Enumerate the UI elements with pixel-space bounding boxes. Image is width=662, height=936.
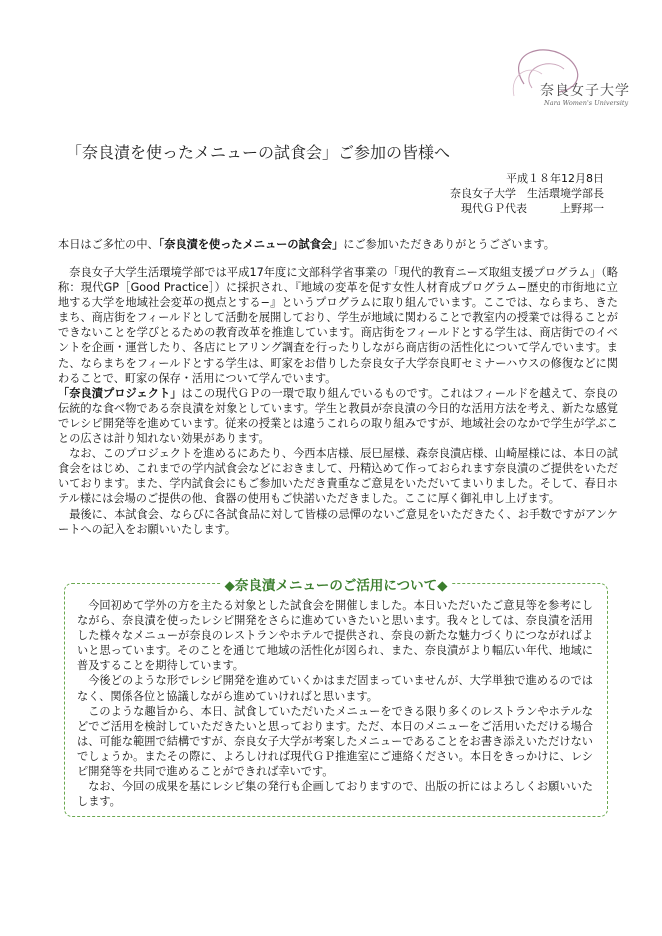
intro-before: 本日はご多忙の中、 [58,238,159,251]
box-paragraph-3: このような趣旨から、本日、試食していただいたメニューをできる限り多くのレストランやホテルなどでご活用を検討していただきたいと思っております。ただ、本日のメニューをご活用いただける場合は、可能な範囲で結構ですが、奈良女子大学が考案したメニューであることをお書き添えいただけないでしょうか。またその際に、よろしければ現代ＧＰ推進室にご連絡ください。本日をきっかけに、レシピ開発等を共同で進めることができれば幸いです。 [77,704,593,779]
box-body [77,598,593,809]
paragraph-acknowledgements: なお、このプロジェクトを進めるにあたり、今西本店様、辰巳屋様、森奈良漬店様、山崎屋様には、本日の試食会をはじめ、これまでの学内試食会などにおきまして、丹精込めて作っておられます奈良漬のご提供をいただいております。また、学内試食会にもご参加いただき貴重なご意見をいただいてまいりました。そして、春日ホテル様には会場のご提供の他、食器の使用もご快諾いただきました。ここに厚く御礼申し上げます。 [58,447,618,506]
paragraph-narazuke-project [58,386,618,446]
main-body [58,265,618,537]
intro-bold: 「奈良漬を使ったメニューの試食会」 [158,238,344,251]
box-title: ◆奈良漬メニューのご活用について◆ [221,574,452,594]
logo-english-name: Nara Women's University [544,99,629,107]
affiliation: 奈良女子大学 生活環境学部長 [450,187,604,200]
intro-line [58,237,618,253]
project-name: 「奈良漬プロジェクト」 [58,386,182,400]
document-meta [450,171,604,216]
date: 平成１８年12月8日 [506,172,604,185]
university-logo [484,44,634,134]
box-paragraph-4: なお、今回の成果を基にレシピ集の発行も企画しておりますので、出版の折にはよろしくお願いいたします。 [77,780,593,809]
menu-usage-box [64,578,608,817]
paragraph-gp-program: 奈良女子大学生活環境学部では平成17年度に文部科学省事業の「現代的教育ニーズ取組支援プログラム」（略称：現代GP［Good Practice］）に採択され、『地域の変革を促す女性人材育成プログラム−歴史的市街地に立地する大学を地域社会変革の拠点とする−』というプログラムに取り組んでいます。ここでは、ならまち、きたまち、商店街をフィールドとして活動を展開しており、学生が地域に関わることで教室内の授業では得ることができないことを学びとるための教育改革を推進しています。商店街をフィールドとする学生は、商店街でのイベントを企画・運営したり、各店にヒアリング調査を行ったりしながら商店街の活性化について学んでいます。また、ならまちをフィールドとする学生は、町家をお借りした奈良女子大学奈良町セミナーハウスの修復などに関わることで、町家の保存・活用について学んでいます。 [58,266,618,385]
box-paragraph-2: 今後どのような形でレシピ開発を進めていくかはまだ固まっていませんが、大学単独で進めるのではなく、関係各位と協議しながら進めていければと思います。 [77,674,593,703]
page-title: 「奈良漬を使ったメニューの試食会」ご参加の皆様へ [66,143,451,162]
signer: 現代ＧＰ代表 上野邦一 [461,202,604,215]
intro-after: にご参加いただきありがとうございます。 [343,238,555,251]
project-description: はこの現代ＧＰの一環で取り組んでいるものです。これはフィールドを越えて、奈良の伝統的な食べ物である奈良漬を対象としています。学生と教員が奈良漬の今日的な活用方法を考え、新たな感覚でレシピ開発等を進めています。従来の授業とは違うこれらの取り組みですが、地域社会のなかで学生が学ぶことの広さは計り知れない効果があります。 [58,386,618,446]
logo-name: 奈良女子大学 [540,83,630,99]
paragraph-survey-request: 最後に、本試食会、ならびに各試食品に対して皆様の忌憚のないご意見をいただきたく、お手数ですがアンケートへの記入をお願いいたします。 [58,507,618,536]
box-paragraph-1: 今回初めて学外の方を主たる対象とした試食会を開催しました。本日いただいたご意見等を参考にしながら、奈良漬を使ったレシピ開発をさらに進めていきたいと思います。我々としては、奈良漬を活用した様々なメニューが奈良のレストランやホテルで提供され、奈良の新たな魅力づくりにつながればよいと思っています。そのことを通じて地域の活性化が図られ、また、奈良漬がより幅広い年代、地域に普及することを期待しています。 [77,599,593,673]
